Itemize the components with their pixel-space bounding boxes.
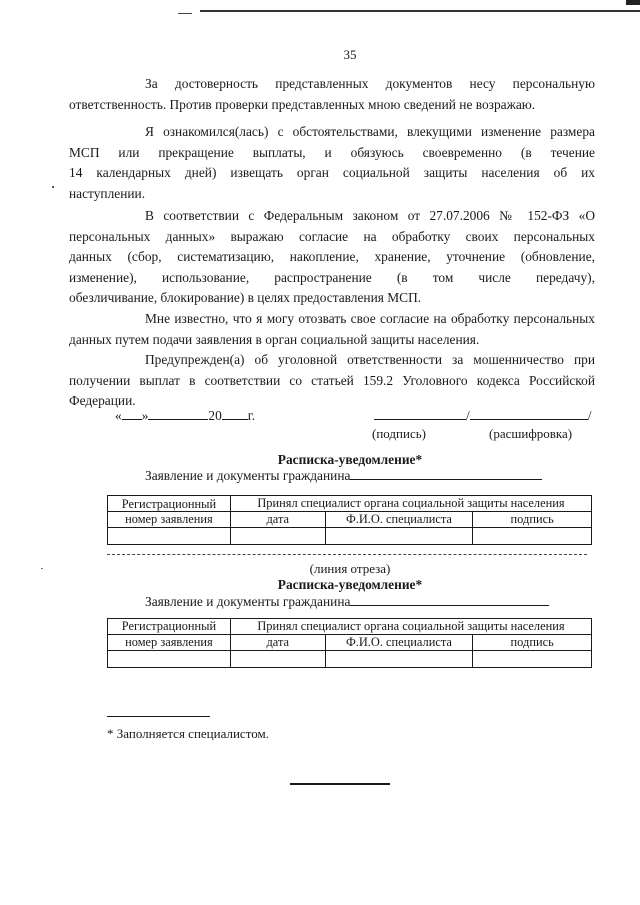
text-line: получении выплат в соответствии со статьей 159.2 Уголовного кодекса Российской [69,372,595,388]
text-line: данных (сбор, систематизацию, накопление, хранение, уточнение (обновление, [69,249,595,265]
accepted-by-header: Принял специалист органа социальной защиты населения [230,496,591,512]
text-line: обезличивание, блокирование) в целях предоставления МСП. [69,290,422,306]
day-blank[interactable] [122,408,142,420]
signature-label: (подпись) [372,426,426,441]
scan-artifact-line [200,10,640,12]
paragraph-consent-withdrawal [69,309,595,350]
footnote-rule [107,716,210,717]
reg-number-header: Регистрационный [108,496,231,512]
receipt-statement: Заявление и документы гражданина [145,594,549,610]
cut-line-label: (линия отреза) [309,561,391,576]
text-line: МСП или прекращение выплаты, и обязуюсь своевременно (в течение [69,144,595,160]
scan-artifact-edge [626,0,640,5]
receipt-title: Расписка-уведомление* [277,452,423,467]
date-cell[interactable] [230,651,325,668]
column-date: дата [230,635,325,651]
text-line: Федерации. [69,393,136,409]
column-date: дата [230,512,325,528]
text-line: Предупрежден(а) об уголовной ответственности за мошенничество при [145,352,595,367]
paragraph-criminal-liability [69,350,595,412]
reg-number-header-2: номер заявления [108,512,231,528]
text-line: Мне известно, что я могу отозвать свое согласие на обработку персональных [145,311,595,326]
reg-number-cell[interactable] [108,651,231,668]
signature-cell[interactable] [473,528,592,545]
receipt-statement: Заявление и документы гражданина [145,468,542,484]
column-signature: подпись [473,512,592,528]
date-field[interactable]: « » 20 г. [115,408,256,423]
text-line: Я ознакомился(лась) с обстоятельствами, влекущими изменение размера [145,124,595,139]
registration-table [107,495,592,545]
year-blank[interactable] [222,408,248,420]
receipt-title: Расписка-уведомление* [277,577,423,592]
scan-artifact-dot [52,186,54,188]
column-signature: подпись [473,635,592,651]
text-line: В соответствии с Федеральным законом от 27.07.2006 № 152-ФЗ «О [145,208,595,223]
text-line: изменение), использование, распространение (в том числе передачу), [69,269,595,285]
specialist-name-cell[interactable] [325,528,473,545]
text-line: данных путем подачи заявления в орган социальной защиты населения. [69,331,480,347]
scan-artifact-tick [178,13,192,14]
text-line: 14 календарных дней) извещать орган социальной защиты населения об их [69,165,595,181]
specialist-name-cell[interactable] [325,651,473,668]
month-blank[interactable] [148,408,208,420]
transcript-label: (расшифровка) [489,426,573,441]
footnote: * Заполняется специалистом. [107,726,269,741]
reg-number-cell[interactable] [108,528,231,545]
column-specialist-name: Ф.И.О. специалиста [325,635,473,651]
signature-blank[interactable] [374,408,466,420]
transcript-blank[interactable] [470,408,588,420]
accepted-by-header: Принял специалист органа социальной защиты населения [230,619,591,635]
citizen-name-blank[interactable] [350,594,549,606]
paragraph-reliability [69,74,595,115]
citizen-name-blank[interactable] [350,468,542,480]
text-line: персональных данных» выражаю согласие на обработку своих персональных [69,228,595,244]
text-line: За достоверность представленных документов несу персональную [145,76,595,91]
paragraph-acknowledgement [69,122,595,204]
reg-number-header: Регистрационный [108,619,231,635]
text-line: ответственность. Против проверки представленных мною сведений не возражаю. [69,96,536,112]
paragraph-personal-data-consent [69,206,595,309]
reg-number-header-2: номер заявления [108,635,231,651]
text-line: наступлении. [69,185,146,201]
signature-cell[interactable] [473,651,592,668]
end-rule [290,783,390,785]
date-cell[interactable] [230,528,325,545]
page-number: 35 [343,47,357,62]
cut-line [107,554,587,555]
registration-table [107,618,592,668]
signature-field[interactable]: / / [374,408,591,424]
column-specialist-name: Ф.И.О. специалиста [325,512,473,528]
